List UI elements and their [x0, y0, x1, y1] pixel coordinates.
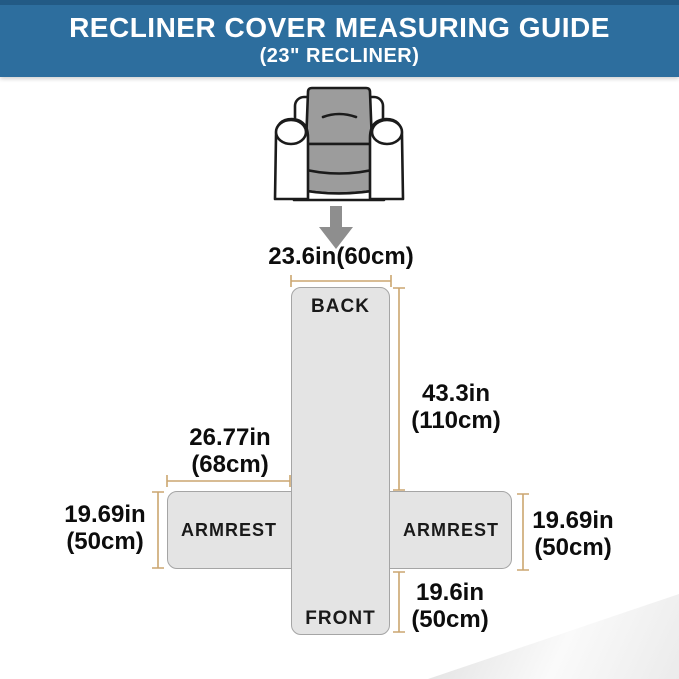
armrest-width-cm: (68cm) — [191, 451, 269, 478]
armrest-right-label: ARMREST — [403, 520, 499, 540]
armrest-height-left-inches: 19.69in — [64, 501, 146, 528]
back-panel-label: BACK — [311, 296, 370, 317]
back-height-cm: (110cm) — [411, 407, 501, 434]
back-height-inches: 43.3in — [421, 380, 491, 407]
armrest-height-left-cm: (50cm) — [66, 528, 144, 555]
front-height-inches: 19.6in — [415, 579, 485, 606]
armrest-height-right-inches: 19.69in — [532, 507, 614, 534]
front-height-measurement — [388, 579, 512, 633]
recliner-front-view-icon — [269, 86, 409, 208]
back-front-panel — [291, 287, 390, 635]
armrest-height-right-cm: (50cm) — [534, 534, 612, 561]
armrest-width-measurement — [165, 424, 295, 478]
front-height-cm: (50cm) — [411, 606, 489, 633]
armrest-height-right-measurement — [510, 507, 636, 561]
header-banner — [0, 0, 679, 77]
back-width-measurement: 23.6in(60cm) — [268, 243, 414, 270]
back-height-measurement — [400, 380, 512, 434]
armrest-left-label: ARMREST — [181, 520, 277, 540]
measure-line-back-width — [291, 275, 391, 287]
page-title: RECLINER COVER MEASURING GUIDE — [69, 12, 610, 43]
armrest-width-inches: 26.77in — [189, 424, 271, 451]
armrest-height-left-measurement — [42, 501, 168, 555]
page-subtitle: (23" RECLINER) — [259, 45, 420, 67]
front-panel-label: FRONT — [305, 608, 376, 629]
